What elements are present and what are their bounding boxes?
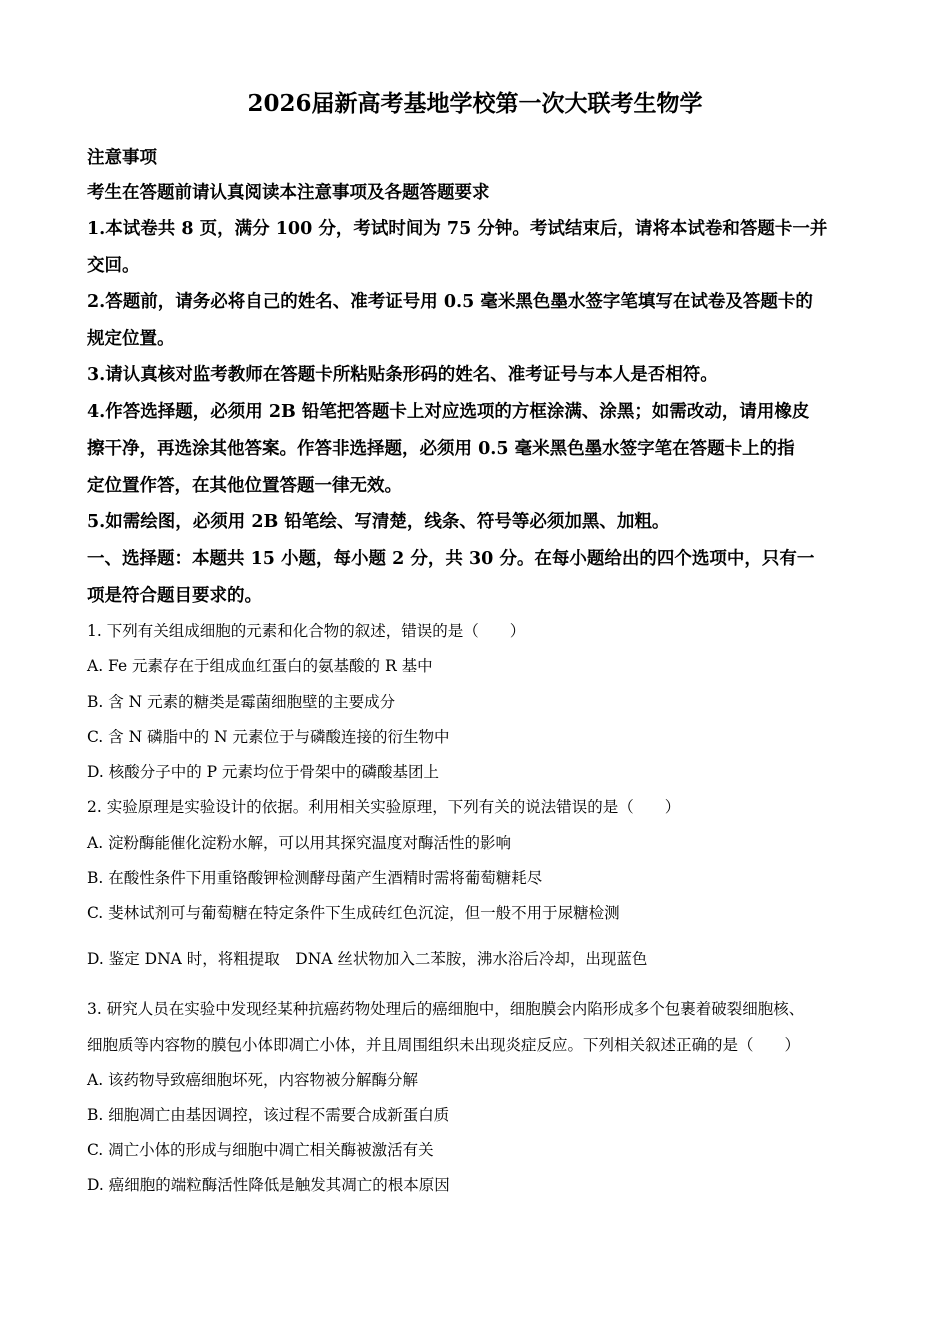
question-2-option-a: A. 淀粉酶能催化淀粉水解，可以用其探究温度对酶活性的影响: [87, 834, 512, 852]
question-2-option-d: D. 鉴定 DNA 时，将粗提取 DNA 丝状物加入二苯胺，沸水浴后冷却，出现蓝色: [87, 950, 648, 968]
notice-item-2-line-1: 2.答题前，请务必将自己的姓名、准考证号用 0.5 毫米黑色墨水签字笔填写在试卷及答题卡的: [87, 292, 813, 312]
question-3-option-b: B. 细胞凋亡由基因调控，该过程不需要合成新蛋白质: [87, 1106, 450, 1124]
question-2-option-c: C. 斐林试剂可与葡萄糖在特定条件下生成砖红色沉淀，但一般不用于尿糖检测: [87, 904, 620, 922]
notice-item-4-line-3: 定位置作答，在其他位置答题一律无效。: [87, 476, 402, 496]
notice-item-5: 5.如需绘图，必须用 2B 铅笔绘、写清楚，线条、符号等必须加黑、加粗。: [87, 512, 670, 532]
question-2-option-b: B. 在酸性条件下用重铬酸钾检测酵母菌产生酒精时需将葡萄糖耗尽: [87, 869, 543, 887]
page-title: 2026届新高考基地学校第一次大联考生物学: [247, 90, 703, 117]
notice-item-4-line-1: 4.作答选择题，必须用 2B 铅笔把答题卡上对应选项的方框涂满、涂黑；如需改动，请用橡皮: [87, 402, 810, 422]
question-3-option-a: A. 该药物导致癌细胞坏死，内容物被分解酶分解: [87, 1071, 419, 1089]
notice-item-3: 3.请认真核对监考教师在答题卡所粘贴条形码的姓名、准考证号与本人是否相符。: [87, 365, 718, 385]
notice-item-2-line-2: 规定位置。: [87, 329, 175, 349]
section-heading-line-1: 一、选择题：本题共 15 小题，每小题 2 分，共 30 分。在每小题给出的四个选项中，只有一: [87, 549, 815, 569]
question-1-option-a: A. Fe 元素存在于组成血红蛋白的氨基酸的 R 基中: [87, 657, 433, 675]
question-1-option-c: C. 含 N 磷脂中的 N 元素位于与磷酸连接的衍生物中: [87, 728, 450, 746]
notice-intro: 考生在答题前请认真阅读本注意事项及各题答题要求: [87, 183, 490, 203]
notice-item-1-line-2: 交回。: [87, 256, 140, 276]
question-3-stem-line-2: 细胞质等内容物的膜包小体即凋亡小体，并且周围组织未出现炎症反应。下列相关叙述正确的是（ ）: [87, 1036, 801, 1054]
question-2-stem: 2. 实验原理是实验设计的依据。利用相关实验原理，下列有关的说法错误的是（ ）: [87, 798, 681, 816]
notice-item-1-line-1: 1.本试卷共 8 页，满分 100 分，考试时间为 75 分钟。考试结束后，请将本试卷和答题卡一并: [87, 219, 828, 239]
question-1-option-b: B. 含 N 元素的糖类是霉菌细胞壁的主要成分: [87, 693, 396, 711]
question-3-option-c: C. 凋亡小体的形成与细胞中凋亡相关酶被激活有关: [87, 1141, 434, 1159]
notice-item-4-line-2: 擦干净，再选涂其他答案。作答非选择题，必须用 0.5 毫米黑色墨水签字笔在答题卡上的指: [87, 439, 795, 459]
question-1-stem: 1. 下列有关组成细胞的元素和化合物的叙述，错误的是（ ）: [87, 622, 526, 640]
question-3-stem-line-1: 3. 研究人员在实验中发现经某种抗癌药物处理后的癌细胞中，细胞膜会内陷形成多个包裹着破裂细胞核、: [87, 1000, 805, 1018]
question-1-option-d: D. 核酸分子中的 P 元素均位于骨架中的磷酸基团上: [87, 763, 440, 781]
question-3-option-d: D. 癌细胞的端粒酶活性降低是触发其凋亡的根本原因: [87, 1176, 450, 1194]
section-heading-line-2: 项是符合题目要求的。: [87, 586, 262, 606]
notice-heading: 注意事项: [87, 148, 157, 168]
